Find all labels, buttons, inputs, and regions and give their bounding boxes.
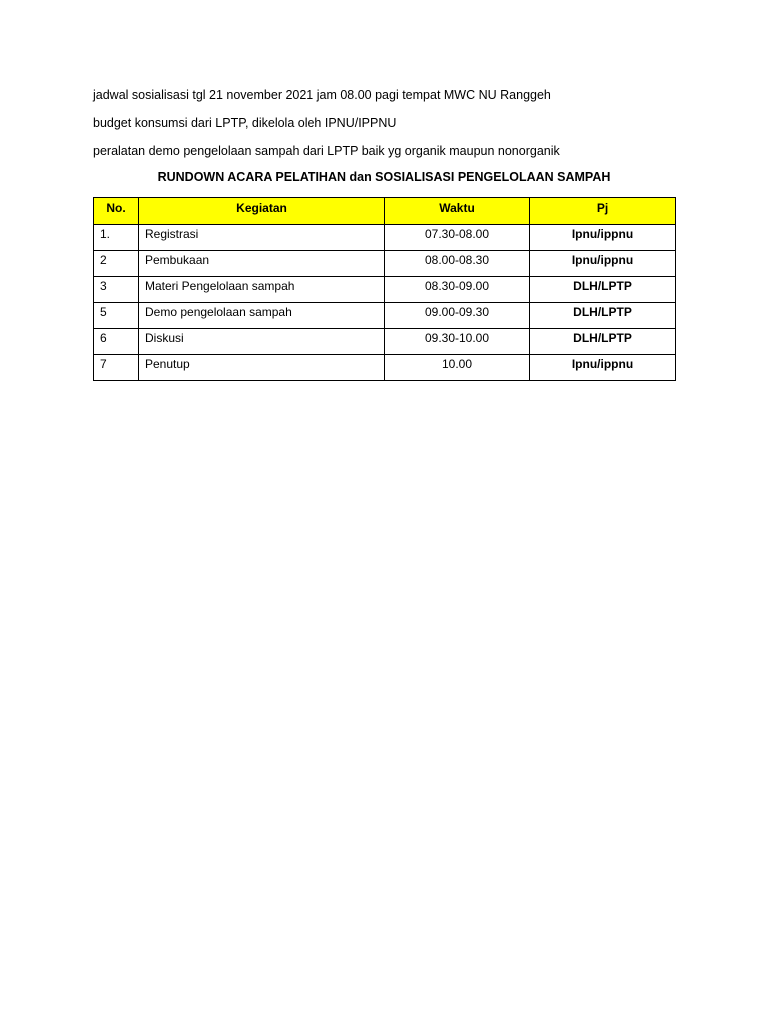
cell-no: 2	[94, 251, 139, 277]
cell-kegiatan: Pembukaan	[139, 251, 385, 277]
cell-pj: DLH/LPTP	[530, 277, 676, 303]
table-row	[94, 277, 676, 303]
column-header-no: No.	[94, 198, 139, 225]
cell-no: 5	[94, 303, 139, 329]
cell-waktu: 09.30-10.00	[385, 329, 530, 355]
schedule-note: jadwal sosialisasi tgl 21 november 2021 jam 08.00 pagi tempat MWC NU Ranggeh	[93, 88, 551, 102]
table-row	[94, 303, 676, 329]
equipment-note: peralatan demo pengelolaan sampah dari LPTP baik yg organik maupun nonorganik	[93, 144, 560, 158]
cell-kegiatan: Diskusi	[139, 329, 385, 355]
column-header-kegiatan: Kegiatan	[139, 198, 385, 225]
cell-waktu: 07.30-08.00	[385, 225, 530, 251]
cell-waktu: 08.30-09.00	[385, 277, 530, 303]
cell-pj: DLH/LPTP	[530, 329, 676, 355]
cell-pj: Ipnu/ippnu	[530, 225, 676, 251]
budget-note: budget konsumsi dari LPTP, dikelola oleh IPNU/IPPNU	[93, 116, 397, 130]
table-header-row	[94, 198, 676, 225]
cell-kegiatan: Materi Pengelolaan sampah	[139, 277, 385, 303]
cell-kegiatan: Penutup	[139, 355, 385, 381]
cell-no: 7	[94, 355, 139, 381]
table-row	[94, 251, 676, 277]
cell-waktu: 10.00	[385, 355, 530, 381]
table-row	[94, 225, 676, 251]
cell-no: 3	[94, 277, 139, 303]
cell-pj: DLH/LPTP	[530, 303, 676, 329]
rundown-table	[93, 197, 676, 381]
cell-waktu: 08.00-08.30	[385, 251, 530, 277]
cell-no: 6	[94, 329, 139, 355]
cell-kegiatan: Demo pengelolaan sampah	[139, 303, 385, 329]
cell-pj: Ipnu/ippnu	[530, 355, 676, 381]
rundown-title: RUNDOWN ACARA PELATIHAN dan SOSIALISASI PENGELOLAAN SAMPAH	[157, 170, 611, 184]
cell-waktu: 09.00-09.30	[385, 303, 530, 329]
table-row	[94, 355, 676, 381]
cell-pj: Ipnu/ippnu	[530, 251, 676, 277]
table-row	[94, 329, 676, 355]
column-header-waktu: Waktu	[385, 198, 530, 225]
column-header-pj: Pj	[530, 198, 676, 225]
cell-no: 1.	[94, 225, 139, 251]
cell-kegiatan: Registrasi	[139, 225, 385, 251]
